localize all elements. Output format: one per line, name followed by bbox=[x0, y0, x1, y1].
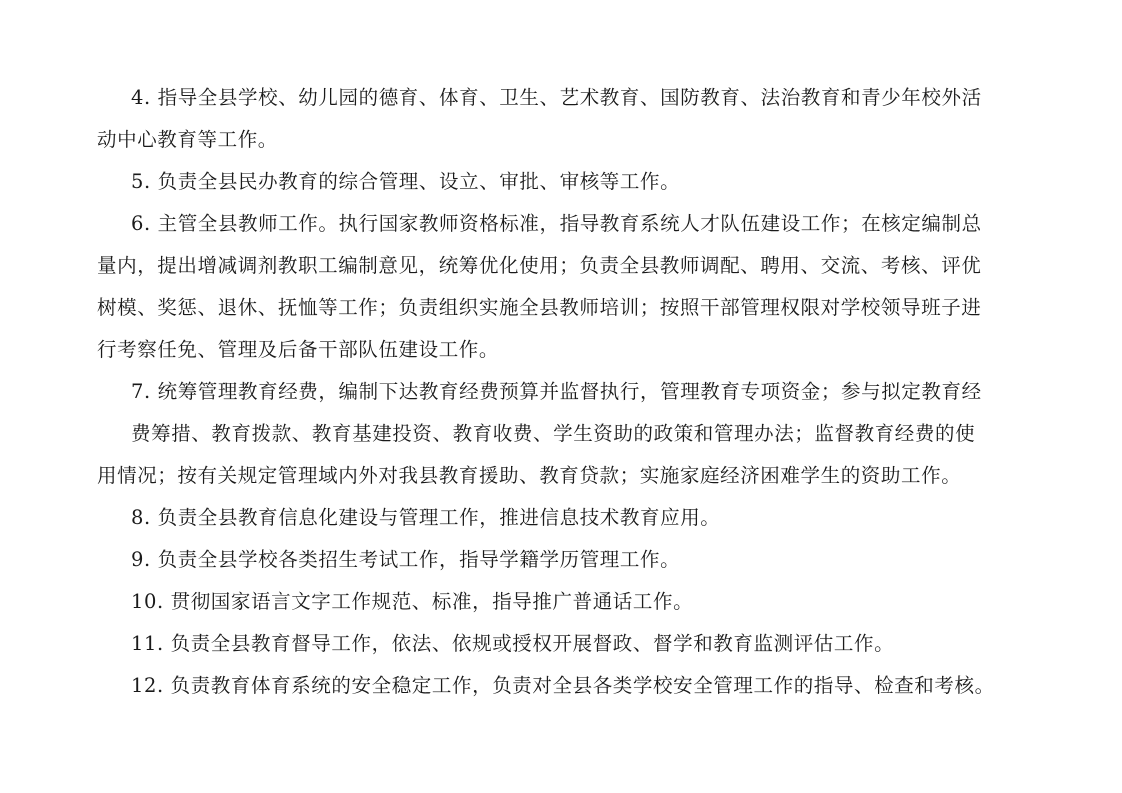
item-8-line-1: 8. 负责全县教育信息化建设与管理工作，推进信息技术教育应用。 bbox=[131, 506, 721, 529]
item-9-line-1: 9. 负责全县学校各类招生考试工作，指导学籍学历管理工作。 bbox=[131, 548, 681, 571]
item-10-line-1: 10. 贯彻国家语言文字工作规范、标准，指导推广普通话工作。 bbox=[131, 590, 694, 613]
item-6-line-1: 6. 主管全县教师工作。执行国家教师资格标准，指导教育系统人才队伍建设工作；在核定编制总 bbox=[131, 212, 982, 235]
item-4-line-1: 4. 指导全县学校、幼儿园的德育、体育、卫生、艺术教育、国防教育、法治教育和青少年校外活 bbox=[131, 86, 982, 109]
item-6-line-4: 行考察任免、管理及后备干部队伍建设工作。 bbox=[97, 338, 500, 361]
item-7-line-3: 用情况；按有关规定管理域内外对我县教育援助、教育贷款；实施家庭经济困难学生的资助工作。 bbox=[97, 464, 962, 487]
item-6-line-3: 树模、奖惩、退休、抚恤等工作；负责组织实施全县教师培训；按照干部管理权限对学校领导班子进 bbox=[97, 296, 982, 319]
item-4-line-2: 动中心教育等工作。 bbox=[97, 128, 278, 151]
item-7-line-1: 7. 统筹管理教育经费，编制下达教育经费预算并监督执行，管理教育专项资金；参与拟定教育经 bbox=[131, 380, 982, 403]
item-5-line-1: 5. 负责全县民办教育的综合管理、设立、审批、审核等工作。 bbox=[131, 170, 681, 193]
item-7-line-2: 费筹措、教育拨款、教育基建投资、教育收费、学生资助的政策和管理办法；监督教育经费的使 bbox=[131, 422, 976, 445]
item-6-line-2: 量内，提出增减调剂教职工编制意见，统筹优化使用；负责全县教师调配、聘用、交流、考核、评优 bbox=[97, 254, 982, 277]
item-11-line-1: 11. 负责全县教育督导工作，依法、依规或授权开展督政、督学和教育监测评估工作。 bbox=[131, 632, 895, 655]
item-12-line-1: 12. 负责教育体育系统的安全稳定工作，负责对全县各类学校安全管理工作的指导、检查和考核。 bbox=[131, 674, 995, 697]
